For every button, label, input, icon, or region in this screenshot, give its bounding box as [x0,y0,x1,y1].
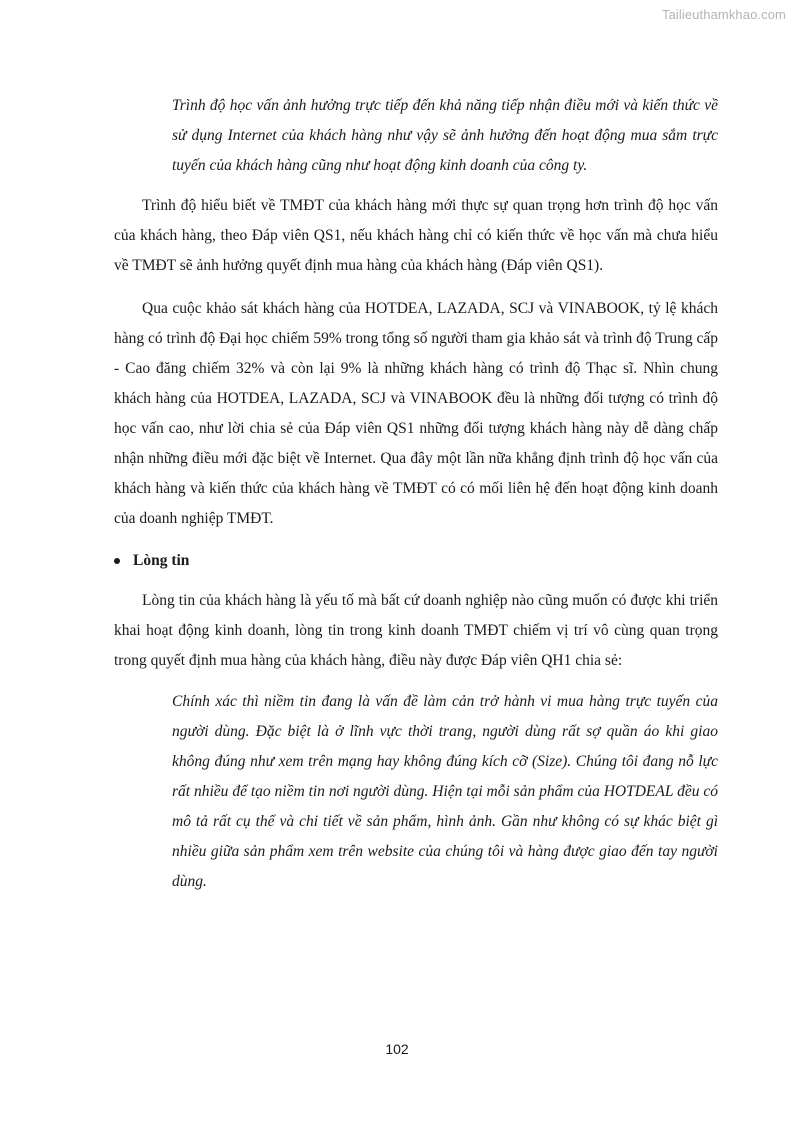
bullet-icon [114,558,120,564]
bullet-heading-trust [114,546,718,576]
page-content [114,91,718,897]
quote-block-trust: Chính xác thì niềm tin đang là vấn đề làm cản trở hành vi mua hàng trực tuyến của người dùng. Đặc biệt là ở lĩnh vực thời trang, người dùng rất sợ quần áo khi giao không đúng như xem trên mạng hay không đúng kích cỡ (Size). Chúng tôi đang nỗ lực rất nhiều để tạo niềm tin nơi người dùng. Hiện tại mỗi sản phẩm của HOTDEAL đều có mô tả rất cụ thể và chi tiết về sản phẩm, hình ảnh. Gần như không có sự khác biệt gì nhiều giữa sản phẩm xem trên website của chúng tôi và hàng được giao đến tay người dùng. [172,693,718,890]
paragraph-ecommerce-knowledge: Trình độ hiểu biết về TMĐT của khách hàng mới thực sự quan trọng hơn trình độ học vấn của khách hàng, theo Đáp viên QS1, nếu khách hàng chỉ có kiến thức về học vấn mà chưa hiểu về TMĐT sẽ ảnh hưởng quyết định mua hàng của khách hàng (Đáp viên QS1). [114,197,718,274]
watermark-text: Tailieuthamkhao.com [661,7,786,22]
quote-block-education: Trình độ học vấn ảnh hưởng trực tiếp đến khả năng tiếp nhận điều mới và kiến thức về sử dụng Internet của khách hàng như vậy sẽ ảnh hưởng đến hoạt động mua sắm trực tuyến của khách hàng cũng như hoạt động kinh doanh của công ty. [172,97,718,174]
paragraph-survey-results: Qua cuộc khảo sát khách hàng của HOTDEA, LAZADA, SCJ và VINABOOK, tỷ lệ khách hàng có trình độ Đại học chiếm 59% trong tổng số người tham gia khảo sát và trình độ Trung cấp - Cao đăng chiếm 32% và còn lại 9% là những khách hàng có trình độ Thạc sĩ. Nhìn chung khách hàng của HOTDEA, LAZADA, SCJ và VINABOOK đều là những đối tượng có trình độ học vấn cao, như lời chia sẻ của Đáp viên QS1 những đối tượng khách hàng này dễ dàng chấp nhận những điều mới đặc biệt về Internet. Qua đây một lần nữa khẳng định trình độ học vấn của khách hàng và kiến thức của khách hàng về TMĐT có có mối liên hệ đến hoạt động kinh doanh của doanh nghiệp TMĐT. [114,300,718,527]
bullet-heading-label: Lòng tin [133,552,190,569]
paragraph-customer-trust: Lòng tin của khách hàng là yếu tố mà bất cứ doanh nghiệp nào cũng muốn có được khi triển khai hoạt động kinh doanh, lòng tin trong kinh doanh TMĐT chiếm vị trí vô cùng quan trọng trong quyết định mua hàng của khách hàng, điều này được Đáp viên QH1 chia sẻ: [114,592,718,669]
page-number: 102 [385,1041,409,1057]
